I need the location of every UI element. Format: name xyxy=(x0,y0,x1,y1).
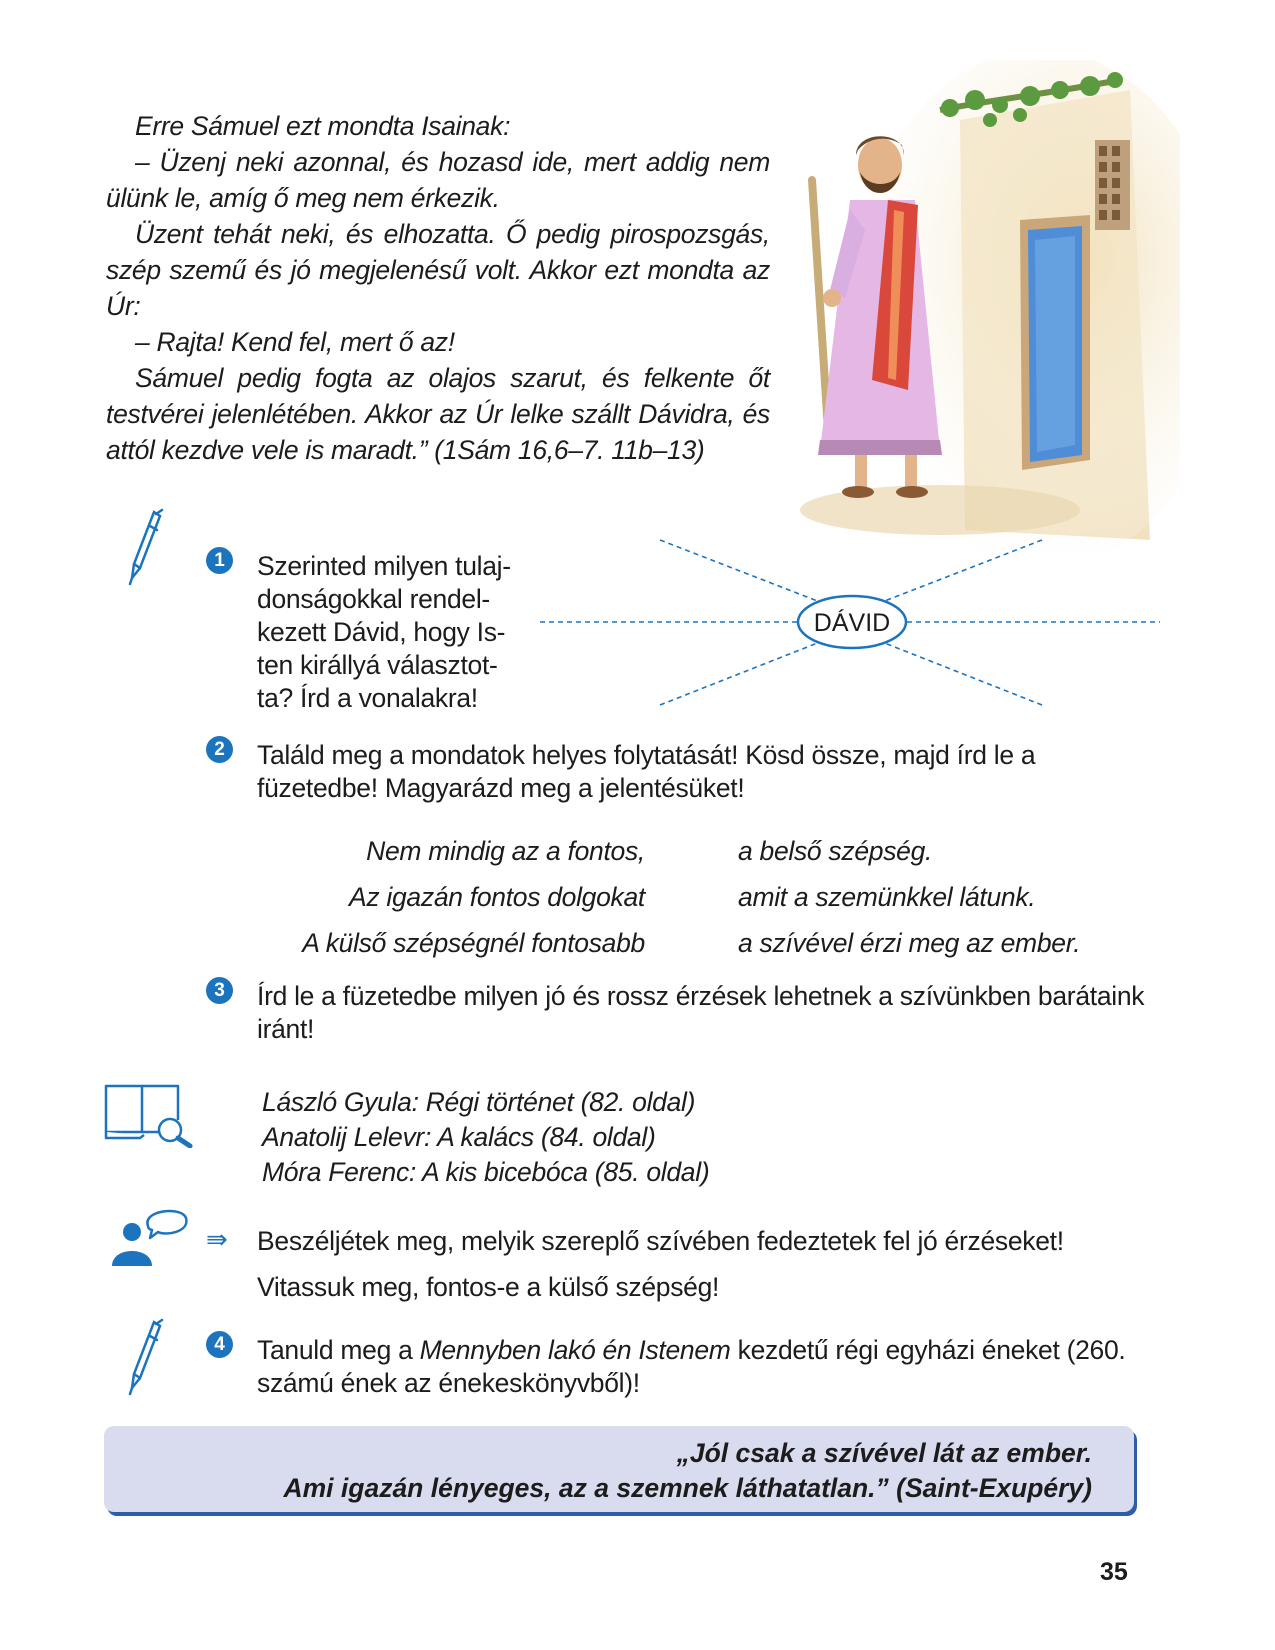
task1-line: ta? Írd a vonalakra! xyxy=(257,683,478,713)
task4-before: Tanuld meg a xyxy=(257,1335,420,1365)
task3-text: Írd le a füzetedbe milyen jó és rossz érzések lehetnek a szívünkben barátaink iránt! xyxy=(257,981,1145,1044)
task1-line: donságokkal rendel- xyxy=(257,584,490,614)
answer-line xyxy=(882,540,1042,602)
matching-left-column xyxy=(230,828,645,966)
arrow-icon: ⇛ xyxy=(206,1224,228,1254)
center-label: DÁVID xyxy=(813,609,891,637)
passage-line: Sámuel pedig fogta az olajos szarut, és felkente őt testvérei jelenlétében. Akkor az Úr lelke szállt Dávidra, és attól kezdve vele is maradt.” (1Sám 16,6–7. 11b–13) xyxy=(106,363,770,465)
sentence-ending: amit a szemünkkel látunk. xyxy=(738,882,1036,912)
answer-line xyxy=(660,540,820,602)
sentence-start: Az igazán fontos dolgokat xyxy=(349,882,645,912)
sentence-start: Nem mindig az a fontos, xyxy=(366,836,645,866)
quote-box xyxy=(104,1426,1134,1512)
quote-text xyxy=(283,1436,1092,1506)
david-mindmap xyxy=(540,525,1160,720)
passage-line: – Üzenj neki azonnal, és hozasd ide, mert addig nem ülünk le, amíg ő meg nem érkezik. xyxy=(106,147,770,213)
quote-line: Ami igazán lényeges, az a szemnek láthatatlan.” (Saint-Exupéry) xyxy=(283,1473,1092,1503)
matching-right-column xyxy=(738,828,1198,966)
reading-item: Móra Ferenc: A kis bicebóca (85. oldal) xyxy=(262,1157,710,1187)
speaker-speech-icon xyxy=(110,1204,190,1270)
reading-list xyxy=(262,1085,709,1190)
sentence-ending: a szívével érzi meg az ember. xyxy=(738,928,1081,958)
answer-line xyxy=(882,642,1042,705)
passage-line: Erre Sámuel ezt mondta Isainak: xyxy=(135,111,511,141)
task4-after: kezdetű régi egyházi éneket (260. számú ének az énekeskönyvből)! xyxy=(257,1335,1126,1398)
task-number-badge: 1 xyxy=(206,547,233,574)
passage-line: – Rajta! Kend fel, mert ő az! xyxy=(135,327,455,357)
bible-passage xyxy=(106,108,770,468)
page-number: 35 xyxy=(1100,1558,1128,1586)
song-title: Mennyben lakó én Istenem xyxy=(419,1335,731,1365)
reading-item: László Gyula: Régi történet (82. oldal) xyxy=(262,1087,696,1117)
david-illustration xyxy=(790,60,1180,550)
task4-text xyxy=(257,1334,1127,1400)
task-number-badge: 4 xyxy=(206,1331,233,1358)
reading-item: Anatolij Lelevr: A kalács (84. oldal) xyxy=(262,1122,656,1152)
task1-line: Szerinted milyen tulaj- xyxy=(257,551,511,581)
discussion-line: Vitassuk meg, fontos-e a külső szépség! xyxy=(257,1272,720,1302)
answer-line xyxy=(660,642,820,705)
sentence-ending: a belső szépség. xyxy=(738,836,933,866)
task-number-badge: 3 xyxy=(206,977,233,1004)
task1-text xyxy=(257,550,547,715)
sentence-start: A külső szépségnél fontosabb xyxy=(302,928,645,958)
pen-icon xyxy=(126,508,166,588)
discussion-line: Beszéljétek meg, melyik szereplő szívében fedeztetek fel jó érzéseket! xyxy=(257,1226,1064,1256)
task2-text: Találd meg a mondatok helyes folytatását! Kösd össze, majd írd le a füzetedbe! Magyarázd meg a jelentésüket! xyxy=(257,740,1036,803)
task1-line: kezett Dávid, hogy Is- xyxy=(257,617,506,647)
discussion-text xyxy=(257,1218,1157,1310)
task1-line: ten királlyá választot- xyxy=(257,650,498,680)
task-number-badge: 2 xyxy=(206,736,233,763)
quote-line: „Jól csak a szívével lát az ember. xyxy=(676,1438,1092,1468)
book-magnifier-icon xyxy=(104,1080,196,1148)
passage-line: Üzent tehát neki, és elhozatta. Ő pedig pirospozsgás, szép szemű és jó megjelenésű volt. Akkor ezt mondta az Úr: xyxy=(106,219,770,321)
pen-icon xyxy=(126,1318,166,1398)
